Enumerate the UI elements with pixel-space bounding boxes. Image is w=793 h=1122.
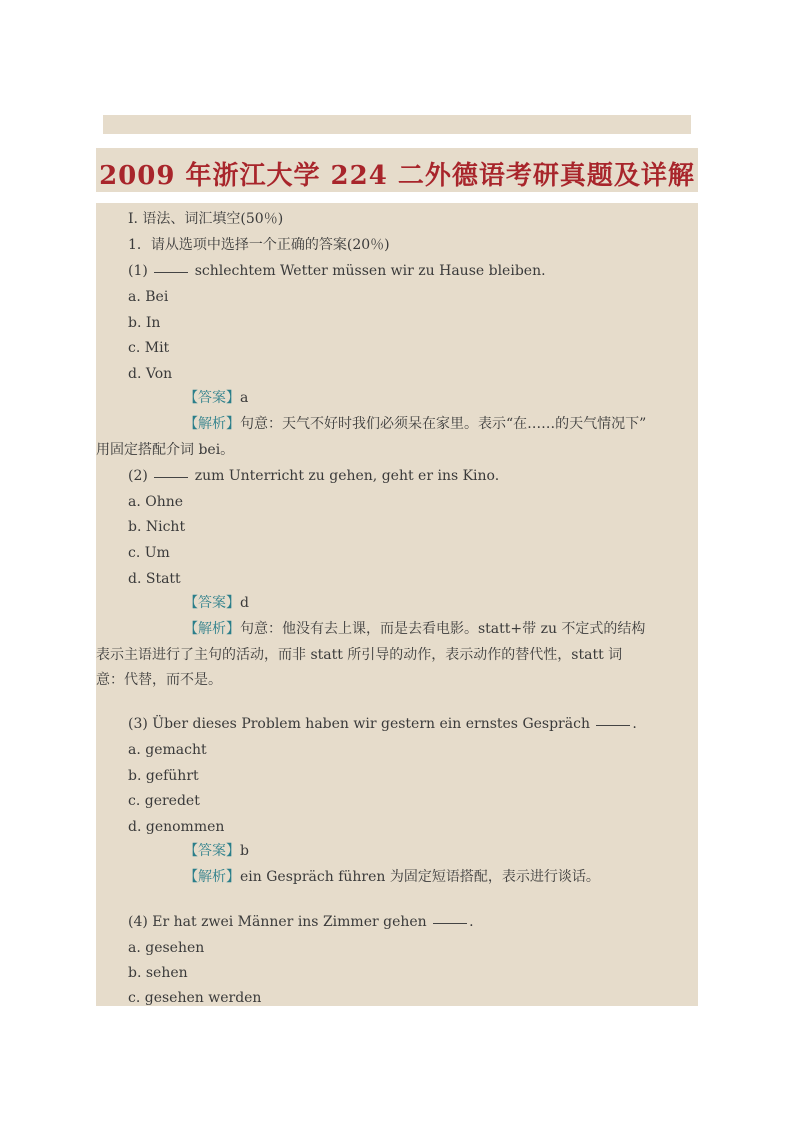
analysis-continuation: 意：代替，而不是。 [96, 672, 222, 688]
question-text: Er hat zwei Männer ins Zimmer gehen [152, 914, 427, 930]
analysis-continuation: 用固定搭配介词 bei。 [96, 442, 235, 458]
option: b. In [128, 315, 161, 331]
analysis-line [184, 415, 646, 433]
analysis-line [184, 620, 645, 638]
answer-tag: 【答案】 [184, 390, 240, 406]
blank-line [154, 271, 188, 273]
answer-line [184, 594, 249, 612]
question-2-stem [128, 467, 499, 485]
option: c. Um [128, 545, 170, 561]
question-text: schlechtem Wetter müssen wir zu Hause bleiben. [194, 263, 546, 279]
analysis-text: 句意：他没有去上课，而是去看电影。statt+带 zu 不定式的结构 [240, 621, 646, 637]
analysis-tag: 【解析】 [184, 621, 240, 637]
page-title: 2009 年浙江大学 224 二外德语考研真题及详解 [99, 161, 695, 191]
section-heading: I. 语法、词汇填空(50％) [128, 211, 284, 227]
answer-value: d [240, 595, 249, 611]
question-3-stem: (3) Über dieses Problem haben wir gestern ein ernstes Gespräch . [128, 716, 637, 732]
option: c. Mit [128, 340, 170, 356]
question-number: (4) [128, 914, 148, 930]
content-panel [96, 203, 698, 1006]
answer-line [184, 842, 249, 860]
top-decorative-bar [103, 115, 691, 134]
option: a. gemacht [128, 742, 207, 758]
option: c. geredet [128, 793, 200, 809]
question-text: zum Unterricht zu gehen, geht er ins Kino. [194, 468, 500, 484]
answer-tag: 【答案】 [184, 843, 240, 859]
question-number: (1) [128, 263, 148, 279]
option: d. Statt [128, 571, 181, 587]
option: a. Ohne [128, 494, 184, 510]
analysis-tag: 【解析】 [184, 869, 240, 885]
analysis-text: 句意：天气不好时我们必须呆在家里。表示“在……的天气情况下” [240, 416, 647, 432]
analysis-tag: 【解析】 [184, 416, 240, 432]
question-text: Über dieses Problem haben wir gestern ein ernstes Gespräch [152, 716, 590, 732]
blank-line [596, 724, 630, 726]
question-1-stem [128, 262, 546, 280]
answer-tag: 【答案】 [184, 595, 240, 611]
blank-line [154, 476, 188, 478]
title-banner [96, 148, 698, 192]
analysis-continuation: 表示主语进行了主句的活动，而非 statt 所引导的动作，表示动作的替代性，statt 词 [96, 647, 623, 663]
answer-line [184, 389, 248, 407]
analysis-text: ein Gespräch führen 为固定短语搭配，表示进行谈话。 [240, 869, 600, 885]
option: d. genommen [128, 819, 225, 835]
answer-value: b [240, 843, 249, 859]
answer-value: a [240, 390, 249, 406]
question-number: (2) [128, 468, 148, 484]
option: b. geführt [128, 768, 199, 784]
question-number: (3) [128, 716, 148, 732]
question-4-stem: (4) Er hat zwei Männer ins Zimmer gehen . [128, 914, 474, 930]
analysis-line [184, 868, 600, 886]
option: b. Nicht [128, 519, 186, 535]
option: d. Von [128, 366, 173, 382]
blank-line [433, 922, 467, 924]
section-subheading: 1．请从选项中选择一个正确的答案(20％) [128, 237, 390, 253]
option: a. gesehen [128, 940, 205, 956]
option: a. Bei [128, 289, 169, 305]
option: b. sehen [128, 965, 188, 981]
option: c. gesehen werden [128, 990, 262, 1006]
